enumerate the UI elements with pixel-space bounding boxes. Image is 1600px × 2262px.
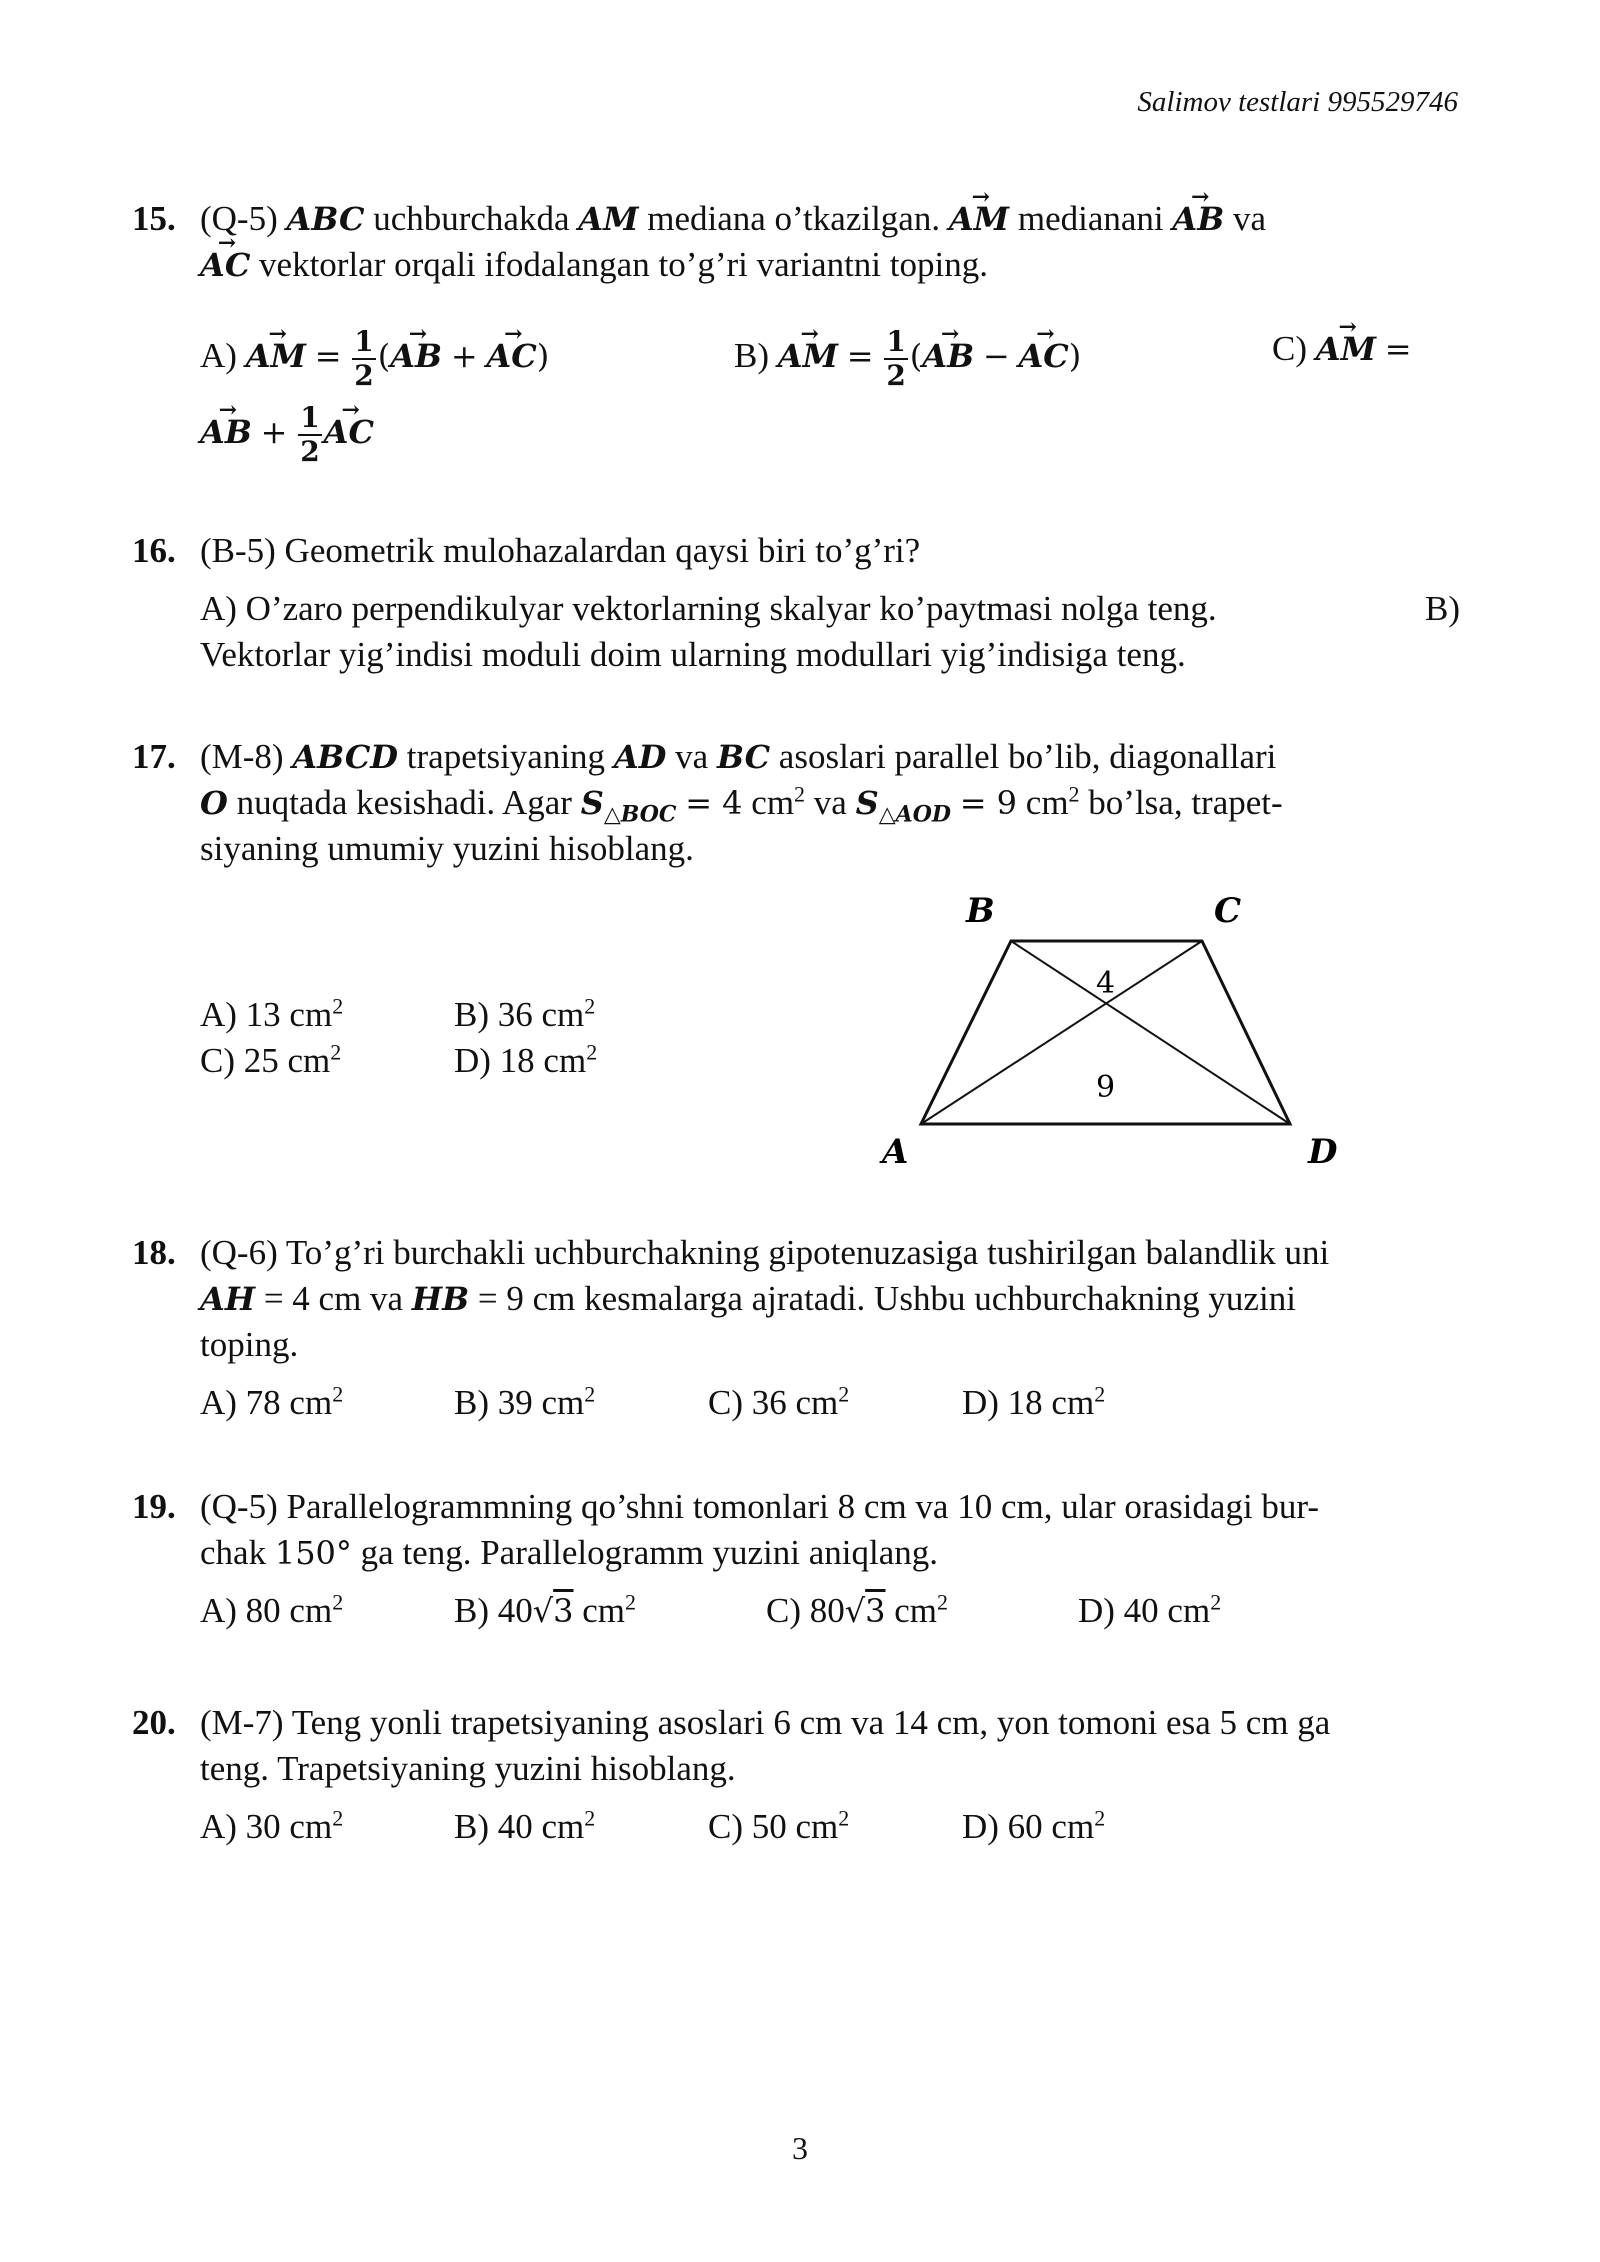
question-number: 16. <box>132 531 176 570</box>
area-boc-label: 4 <box>1096 966 1116 1001</box>
option-c[interactable]: C) 80√3 $cm^2$ <box>766 1589 949 1630</box>
trapezoid-diagram <box>860 880 1360 1184</box>
question-text: (Q-5) Parallelogrammning qo’shni tomonlari 8 cm va 10 cm, ular orasidagi bur- chak 150° ga teng. Parallelogramm yuzini aniqlang. <box>200 1487 1320 1572</box>
answer-options <box>200 1804 1460 1850</box>
vertex-d-label: D <box>1308 1132 1338 1172</box>
option-c[interactable]: C) 36 $cm^2$ <box>708 1381 850 1422</box>
vertex-a-label: A <box>882 1132 909 1172</box>
question-text: (M-8) ABCD trapetsiyaning AD va BC asoslari parallel bo’lib, diagonallari O nuqtada kesishadi. Agar $S_{\triangle BOC} = 4$ $cm^2$ va $S_{\triangle AOD} = 9$ $cm^2$ bo’lsa, trapet- siyaning umumiy yuzini hisoblang. <box>200 737 1283 868</box>
option-c[interactable]: C) 25 $cm^2$ <box>200 1039 342 1080</box>
question-text: (M-7) Teng yonli trapetsiyaning asoslari 6 cm va 14 cm, yon tomoni esa 5 cm ga teng. Trapetsiyaning yuzini hisoblang. <box>200 1703 1331 1788</box>
vertex-b-label: B <box>966 891 995 931</box>
option-b[interactable]: B) 40√3 $cm^2$ <box>454 1589 637 1630</box>
diagonal-ac <box>921 941 1202 1124</box>
question-15 <box>132 196 1460 468</box>
answer-options <box>200 586 1460 678</box>
page-header: Salimov testlari 995529746 <box>1137 86 1458 118</box>
option-a[interactable]: A) 80 $cm^2$ <box>200 1589 344 1630</box>
answer-options <box>200 1380 1460 1426</box>
question-number: 20. <box>132 1703 176 1742</box>
question-16 <box>132 528 1460 678</box>
option-c[interactable]: C) 50 $cm^2$ <box>708 1805 850 1846</box>
question-text: (Q-6) To’g’ri burchakli uchburchakning gipotenuzasiga tushirilgan balandlik uni AH = 4 cm va HB = 9 cm kesmalarga ajratadi. Ushbu uchburchakning yuzini toping. <box>200 1233 1330 1364</box>
question-number: 19. <box>132 1487 176 1526</box>
question-18 <box>132 1230 1460 1426</box>
page-number: 3 <box>792 2130 808 2166</box>
option-a[interactable]: A) 30 $cm^2$ <box>200 1805 344 1846</box>
option-a[interactable]: A) O’zaro perpendikulyar vektorlarning skalyar ko’paytmasi nolga teng. <box>200 589 1217 628</box>
option-b[interactable]: B) 40 $cm^2$ <box>454 1805 596 1846</box>
question-text: (Q-5) ABC uchburchakda AM mediana o’tkazilgan. → AM medianani → AB va → AC vektorlar orqali ifodalangan to’g’ri variantni toping. <box>200 196 1460 288</box>
option-a[interactable]: A) → AM = $\frac{1}{2}$ (→ AB + → AC) <box>200 326 549 392</box>
area-aod-label: 9 <box>1096 1070 1116 1105</box>
option-b[interactable]: B) → AM = $\frac{1}{2}$ (→ AB − → AC) <box>734 326 1081 392</box>
answer-options: A) → AM = $\frac{1}{2}$ (→ AB + → AC) B) → AM = $\frac{1}{2}$ (→ AB − → AC) C) → AM = → AB + $\frac{1}{2}$ → AC <box>200 310 1460 464</box>
option-a[interactable]: A) 78 $cm^2$ <box>200 1381 344 1422</box>
option-d[interactable]: D) 60 $cm^2$ <box>962 1805 1106 1846</box>
option-a[interactable]: A) 13 $cm^2$ <box>200 993 344 1034</box>
question-20 <box>132 1700 1460 1850</box>
answer-options <box>200 1588 1460 1634</box>
option-b[interactable]: B) 39 $cm^2$ <box>454 1381 596 1422</box>
option-b[interactable]: Vektorlar yig’indisi moduli doim ularning modullari yig’indisiga teng. <box>200 635 1186 674</box>
option-b-label: B) <box>1425 589 1460 628</box>
question-number: 15. <box>132 199 176 238</box>
question-number: 18. <box>132 1233 176 1272</box>
vertex-c-label: C <box>1214 891 1242 931</box>
option-c[interactable]: C) → AM = <box>1272 326 1412 372</box>
question-text: (B-5) Geometrik mulohazalardan qaysi biri to’g’ri? <box>200 531 921 570</box>
question-19 <box>132 1484 1460 1634</box>
question-number: 17. <box>132 737 176 776</box>
option-d[interactable]: D) 18 $cm^2$ <box>454 1039 598 1080</box>
option-d[interactable]: D) 18 $cm^2$ <box>962 1381 1106 1422</box>
diagonal-bd <box>1011 941 1290 1124</box>
option-d[interactable]: D) 40 $cm^2$ <box>1078 1589 1222 1630</box>
trapezoid-svg <box>860 880 1360 1180</box>
option-b[interactable]: B) 36 $cm^2$ <box>454 993 596 1034</box>
